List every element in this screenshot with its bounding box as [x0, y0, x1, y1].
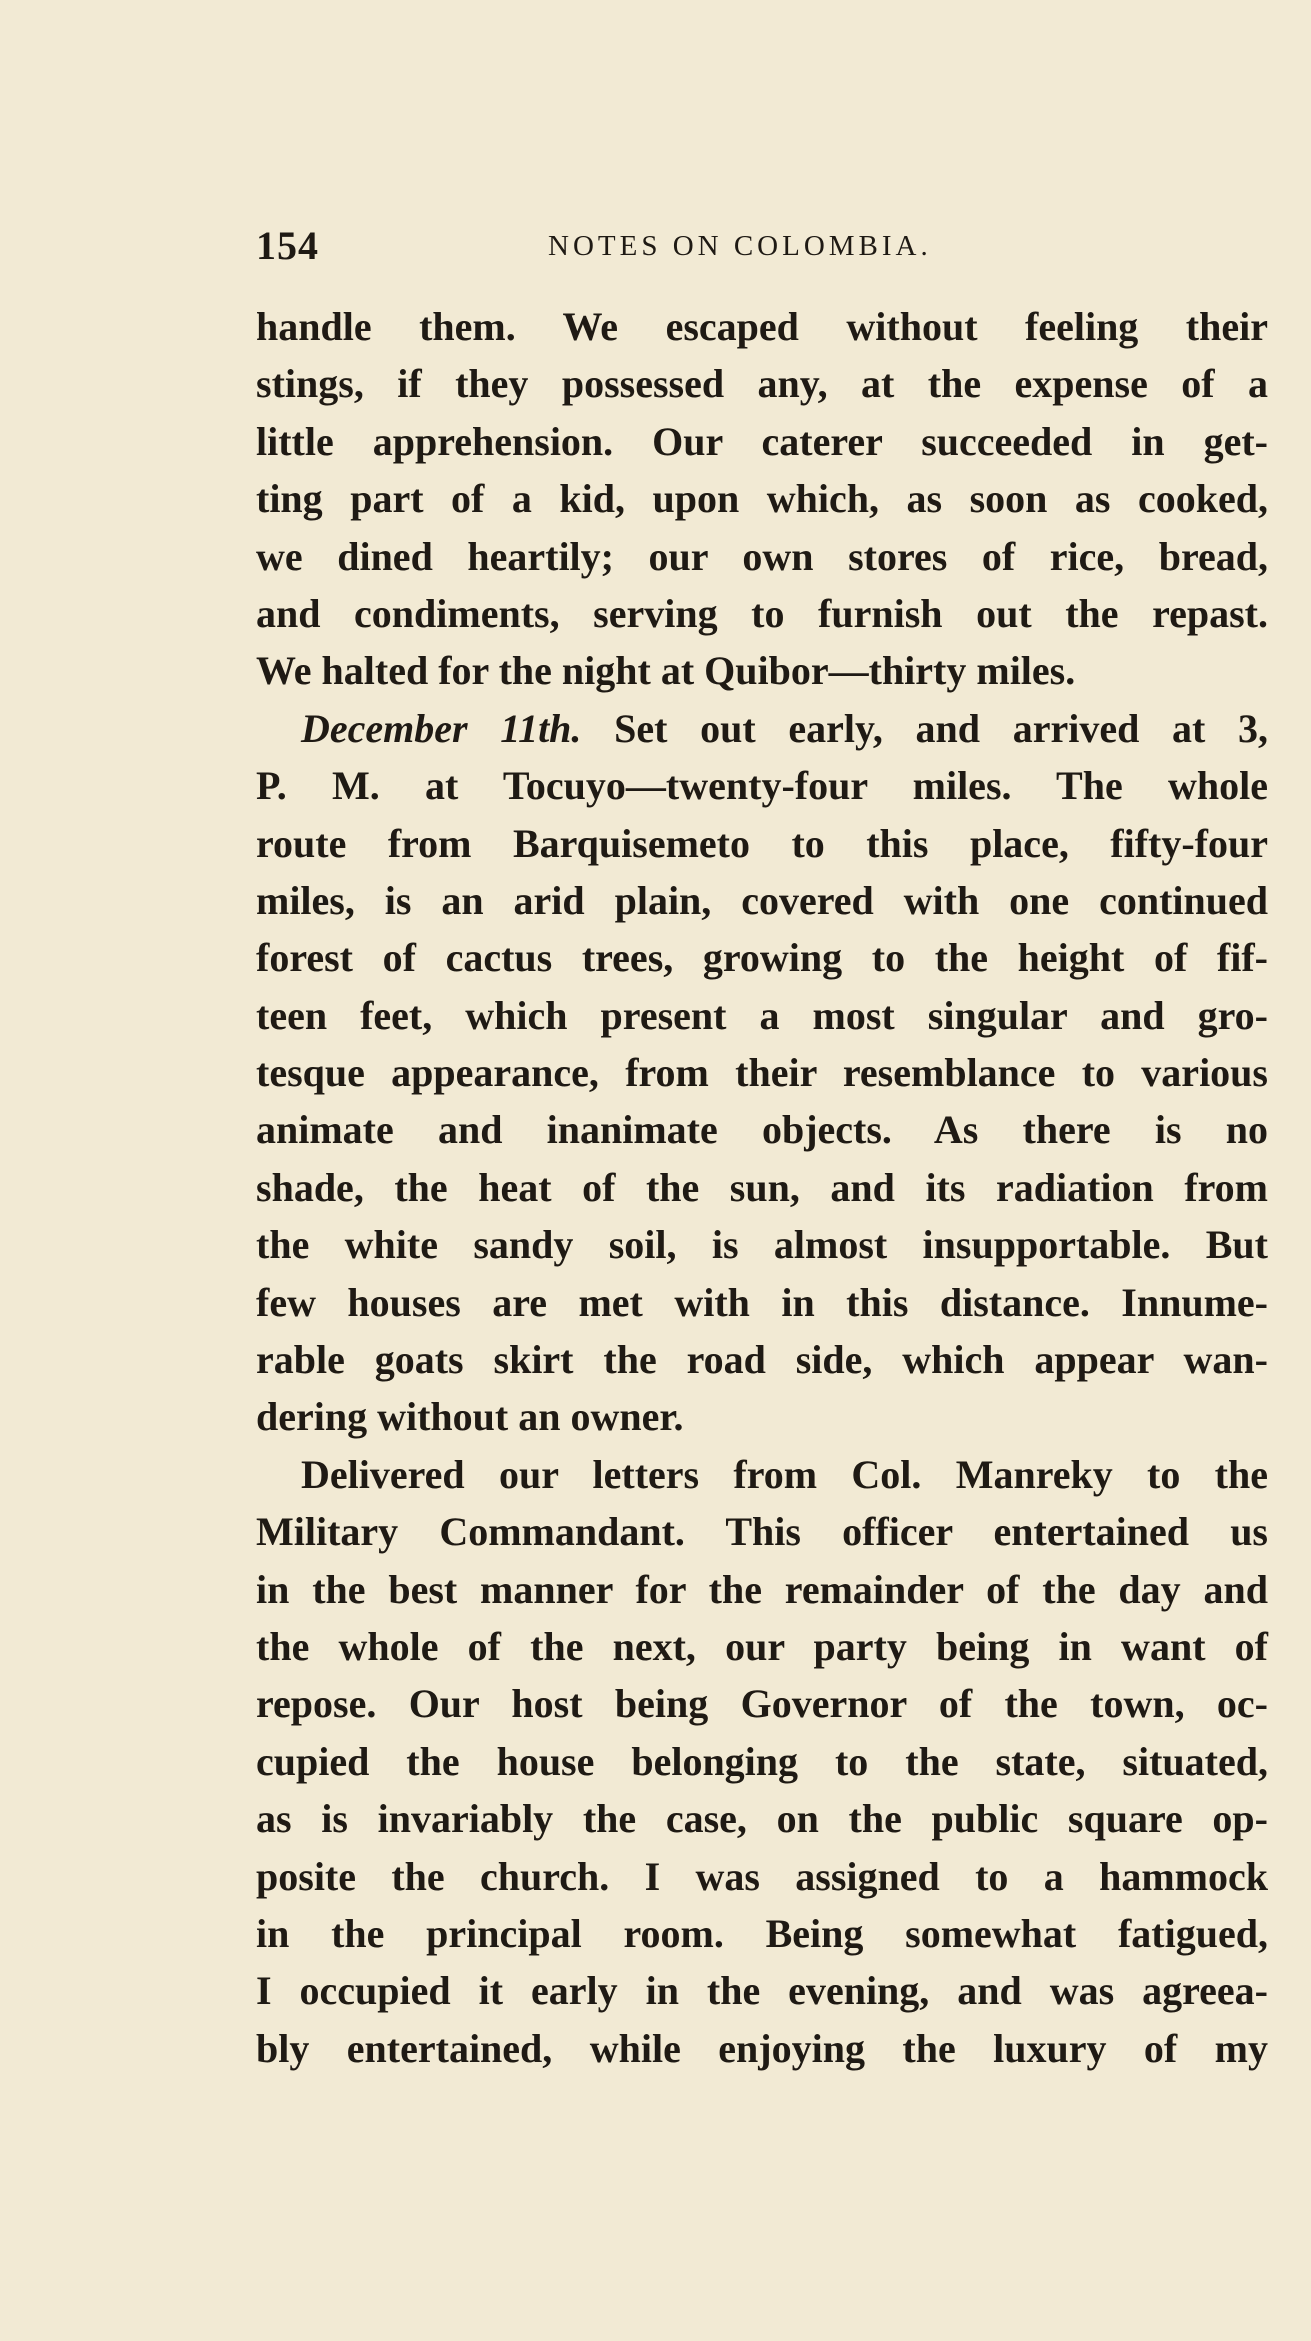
text-line: cupied the house belonging to the state, situated,: [256, 1738, 1268, 1784]
text-line: repose. Our host being Governor of the town, oc-: [256, 1681, 1268, 1727]
text-line: shade, the heat of the sun, and its radiation from: [256, 1164, 1268, 1210]
text-line: miles, is an arid plain, covered with one continued: [256, 877, 1268, 923]
text-line: I occupied it early in the evening, and was agreea-: [256, 1968, 1268, 2014]
text-line: and condiments, serving to furnish out the repast.: [256, 590, 1268, 636]
text-line: posite the church. I was assigned to a hammock: [256, 1853, 1268, 1899]
text-line: bly entertained, while enjoying the luxury of my: [256, 2025, 1268, 2071]
date-line-text: Set out early, and arrived at 3,: [614, 705, 1269, 751]
text-line: in the best manner for the remainder of the day and: [256, 1566, 1268, 1612]
text-line: ting part of a kid, upon which, as soon as cooked,: [256, 476, 1268, 522]
text-line: little apprehension. Our caterer succeeded in get-: [256, 418, 1268, 464]
text-line: stings, if they possessed any, at the expense of a: [256, 361, 1268, 407]
date-heading: December 11th.: [301, 705, 582, 751]
text-line: P. M. at Tocuyo—twenty-four miles. The whole: [256, 763, 1268, 809]
text-line: rable goats skirt the road side, which appear wan-: [256, 1337, 1268, 1383]
text-line: teen feet, which present a most singular and gro-: [256, 992, 1268, 1038]
body-text: [256, 298, 1268, 2077]
text-line: the whole of the next, our party being in want of: [256, 1623, 1268, 1669]
text-line: few houses are met with in this distance. Innume-: [256, 1279, 1268, 1325]
text-line: as is invariably the case, on the public square op-: [256, 1796, 1268, 1842]
date-line: [256, 700, 1268, 757]
text-line: dering without an owner.: [256, 1394, 684, 1440]
text-line: route from Barquisemeto to this place, fifty-four: [256, 820, 1268, 866]
page-header: [256, 222, 1268, 272]
text-line: Delivered our letters from Col. Manreky to the: [301, 1451, 1268, 1497]
page-number: 154: [256, 223, 319, 268]
text-line: Military Commandant. This officer entertained us: [256, 1509, 1268, 1555]
text-line: animate and inanimate objects. As there is no: [256, 1107, 1268, 1153]
text-line: handle them. We escaped without feeling their: [256, 304, 1268, 349]
running-head: NOTES ON COLOMBIA.: [548, 230, 932, 262]
text-line: We halted for the night at Quibor—thirty miles.: [256, 648, 1076, 694]
text-line: in the principal room. Being somewhat fatigued,: [256, 1910, 1268, 1956]
text-line: tesque appearance, from their resemblance to various: [256, 1050, 1268, 1096]
text-line: the white sandy soil, is almost insupportable. But: [256, 1222, 1268, 1268]
text-line: we dined heartily; our own stores of rice, bread,: [256, 533, 1268, 579]
text-line: forest of cactus trees, growing to the height of fif-: [256, 935, 1268, 981]
